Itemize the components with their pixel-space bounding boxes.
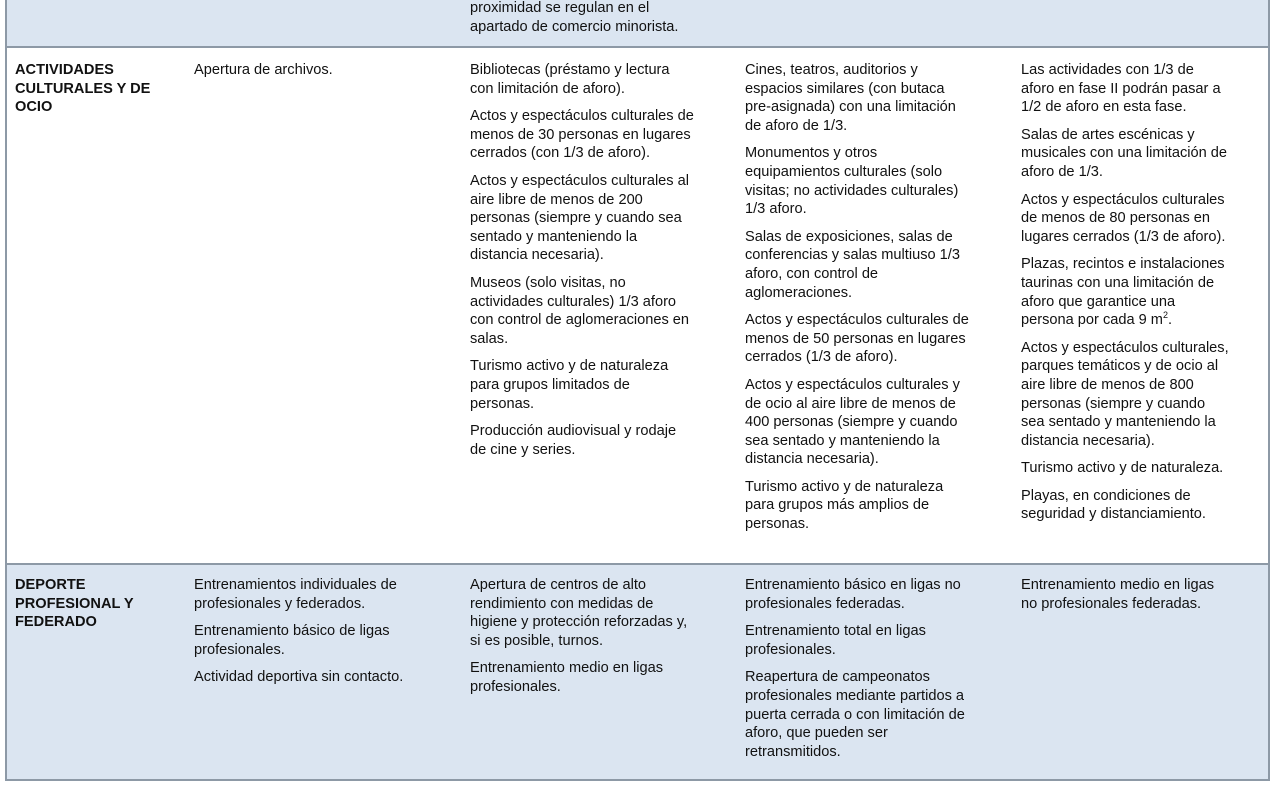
cell-sport-phase0 (194, 576, 456, 687)
text-line: parques temáticos y de ocio al (1021, 358, 1219, 375)
row-header-sport (15, 576, 185, 632)
text-line: Entrenamiento básico en ligas no (745, 577, 961, 593)
text-line: distancia necesaria). (745, 451, 879, 468)
paragraph (1021, 459, 1269, 478)
text-line: espacios similares (con butaca (745, 80, 945, 97)
paragraph (470, 422, 732, 459)
paragraph (1021, 255, 1269, 329)
text-line: proximidad se regulan en el (470, 0, 650, 16)
text-line: profesionales. (745, 641, 836, 658)
paragraph (194, 622, 456, 659)
text-line: 400 personas (siempre y cuando (745, 414, 958, 431)
paragraph (1021, 126, 1269, 182)
text-line: aire libre de menos de 200 (470, 191, 643, 208)
text-line: personas. (745, 516, 810, 533)
paragraph (470, 172, 732, 265)
paragraph (470, 274, 732, 348)
text-line: para grupos más amplios de (745, 497, 930, 514)
text-line: para grupos limitados de (470, 376, 630, 393)
paragraph (470, 659, 732, 696)
text-line: con control de aglomeraciones en (470, 312, 690, 329)
text-line: musicales con una limitación de (1021, 145, 1228, 162)
text-line: Apertura de centros de alto (470, 577, 647, 593)
text-line: aire libre de menos de 800 (1021, 376, 1194, 393)
text-line: Producción audiovisual y rodaje (470, 423, 677, 440)
paragraph (1021, 576, 1269, 613)
text-line: de aforo de 1/3. (745, 117, 848, 134)
text-line: Entrenamiento total en ligas (745, 623, 926, 640)
text-line: no profesionales federadas. (1021, 595, 1202, 612)
cell-cultural-phase0 (194, 61, 456, 80)
text-line: puerta cerrada o con limitación de (745, 706, 965, 723)
text-line: sentado y manteniendo la (470, 228, 638, 245)
text-line: menos de 30 personas en lugares (470, 126, 691, 143)
text-line: Actos y espectáculos culturales de (745, 312, 969, 329)
text-line: higiene y protección reforzadas y, (470, 614, 688, 631)
text-line: distancia necesaria). (470, 247, 604, 264)
text-tail: . (1167, 312, 1173, 329)
paragraph (470, 576, 732, 650)
table-row-continuation (5, 0, 1270, 48)
paragraph (745, 376, 1007, 469)
text-line: aforo que garantice una (1021, 293, 1176, 310)
text-line: Entrenamiento básico de ligas (194, 623, 390, 640)
text-line: con limitación de aforo). (470, 80, 625, 97)
text-line: de menos de 80 personas en (1021, 210, 1211, 227)
text-line: personas. (470, 395, 535, 412)
text-line: profesionales y federados. (194, 595, 366, 612)
text-line: Playas, en condiciones de (1021, 487, 1191, 504)
paragraph (1021, 61, 1269, 117)
text-line: Actos y espectáculos culturales (1021, 191, 1225, 208)
text-line: 1/2 de aforo en esta fase. (1021, 99, 1187, 116)
text-line: 1/3 aforo. (745, 201, 807, 218)
text-line: CULTURALES Y DE (15, 80, 151, 97)
text-line: Turismo activo y de naturaleza (745, 478, 944, 495)
text-line: FEDERADO (15, 614, 97, 631)
text-line: Entrenamiento medio en ligas (470, 660, 664, 677)
cell-cultural-phase1 (470, 61, 732, 459)
cell-cultural-phase3 (1021, 61, 1269, 524)
text-line: Monumentos y otros (745, 145, 878, 162)
text-line: profesionales mediante partidos a (745, 687, 965, 704)
cell-sport-phase3 (1021, 576, 1269, 613)
paragraph (470, 61, 732, 98)
text-line: Salas de artes escénicas y (1021, 126, 1195, 143)
cell-sport-phase1 (470, 576, 732, 697)
text-line: retransmitidos. (745, 743, 841, 760)
cell-cultural-phase2 (745, 61, 1007, 534)
text-line: cerrados (1/3 de aforo). (745, 349, 898, 366)
text-line: aforo, que pueden ser (745, 725, 888, 742)
paragraph (745, 228, 1007, 302)
paragraph (745, 668, 1007, 761)
paragraph (745, 61, 1007, 135)
text-line: Plazas, recintos e instalaciones (1021, 256, 1225, 273)
paragraph (194, 576, 456, 613)
superscript: 2 (1162, 310, 1168, 321)
paragraph (470, 357, 732, 413)
text-line: aglomeraciones. (745, 284, 853, 301)
text-line: si es posible, turnos. (470, 632, 604, 649)
text-line: visitas; no actividades culturales) (745, 182, 959, 199)
text-line: sea sentado y manteniendo la (1021, 414, 1216, 431)
text-line: aforo de 1/3. (1021, 163, 1103, 180)
text-line: Actos y espectáculos culturales de (470, 108, 694, 125)
text-line: de ocio al aire libre de menos de (745, 395, 956, 412)
text-line: aforo, con control de (745, 265, 879, 282)
paragraph (470, 107, 732, 163)
paragraph (745, 576, 1007, 613)
text-line: Actos y espectáculos culturales y (745, 376, 960, 393)
measures-table (5, 0, 1270, 781)
text-line: Apertura de archivos. (194, 62, 333, 78)
paragraph (1021, 487, 1269, 524)
cell-phase1-continued (470, 0, 732, 36)
row-header-cultural (15, 61, 185, 117)
text-line: Actos y espectáculos culturales, (1021, 339, 1229, 356)
text-line: PROFESIONAL Y (15, 595, 134, 612)
text-line: profesionales. (194, 641, 285, 658)
text-line: Turismo activo y de naturaleza (470, 358, 669, 375)
text-line: sea sentado y manteniendo la (745, 432, 940, 449)
text-line: Turismo activo y de naturaleza. (1021, 460, 1224, 477)
paragraph (1021, 339, 1269, 451)
text-line: taurinas con una limitación de (1021, 274, 1215, 291)
text-line: conferencias y salas multiuso 1/3 (745, 247, 960, 264)
paragraph (745, 478, 1007, 534)
text-line: lugares cerrados (1/3 de aforo). (1021, 228, 1226, 245)
text-line: Actos y espectáculos culturales al (470, 172, 690, 189)
text-line: rendimiento con medidas de (470, 595, 654, 612)
text-line: persona por cada 9 m (1021, 312, 1163, 329)
text-line: menos de 50 personas en lugares (745, 330, 966, 347)
text-line: equipamientos culturales (solo (745, 163, 943, 180)
text-line: Bibliotecas (préstamo y lectura (470, 62, 670, 78)
text-line: actividades culturales) 1/3 aforo (470, 293, 677, 310)
text-line: profesionales federadas. (745, 595, 905, 612)
text-line: personas (siempre y cuando sea (470, 210, 682, 227)
text-line: pre-asignada) con una limitación (745, 99, 956, 116)
text-line: Entrenamientos individuales de (194, 577, 397, 593)
text-line: Salas de exposiciones, salas de (745, 228, 953, 245)
paragraph (194, 61, 456, 80)
text-line: de cine y series. (470, 441, 576, 458)
text-line: ACTIVIDADES (15, 62, 114, 78)
paragraph (745, 144, 1007, 218)
text-line: salas. (470, 330, 509, 347)
text-line: personas (siempre y cuando (1021, 395, 1206, 412)
text-line: Cines, teatros, auditorios y (745, 62, 918, 78)
text-line: Reapertura de campeonatos (745, 669, 930, 686)
text-line: DEPORTE (15, 577, 86, 593)
text-line: Entrenamiento medio en ligas (1021, 577, 1215, 593)
table-row-professional-sport (5, 565, 1270, 781)
paragraph (745, 622, 1007, 659)
text-line: seguridad y distanciamiento. (1021, 506, 1206, 523)
text-line: profesionales. (470, 678, 561, 695)
text-line: aforo en fase II podrán pasar a (1021, 80, 1221, 97)
text-line: Museos (solo visitas, no (470, 274, 626, 291)
text-line: cerrados (con 1/3 de aforo). (470, 145, 651, 162)
text-line: Las actividades con 1/3 de (1021, 62, 1194, 78)
cell-sport-phase2 (745, 576, 1007, 761)
paragraph (1021, 191, 1269, 247)
paragraph (194, 668, 456, 687)
text-line: OCIO (15, 99, 53, 116)
text-line: apartado de comercio minorista. (470, 18, 679, 35)
text-line: Actividad deportiva sin contacto. (194, 669, 404, 686)
text-line: distancia necesaria). (1021, 432, 1155, 449)
table-row-cultural-activities (5, 48, 1270, 565)
paragraph (745, 311, 1007, 367)
